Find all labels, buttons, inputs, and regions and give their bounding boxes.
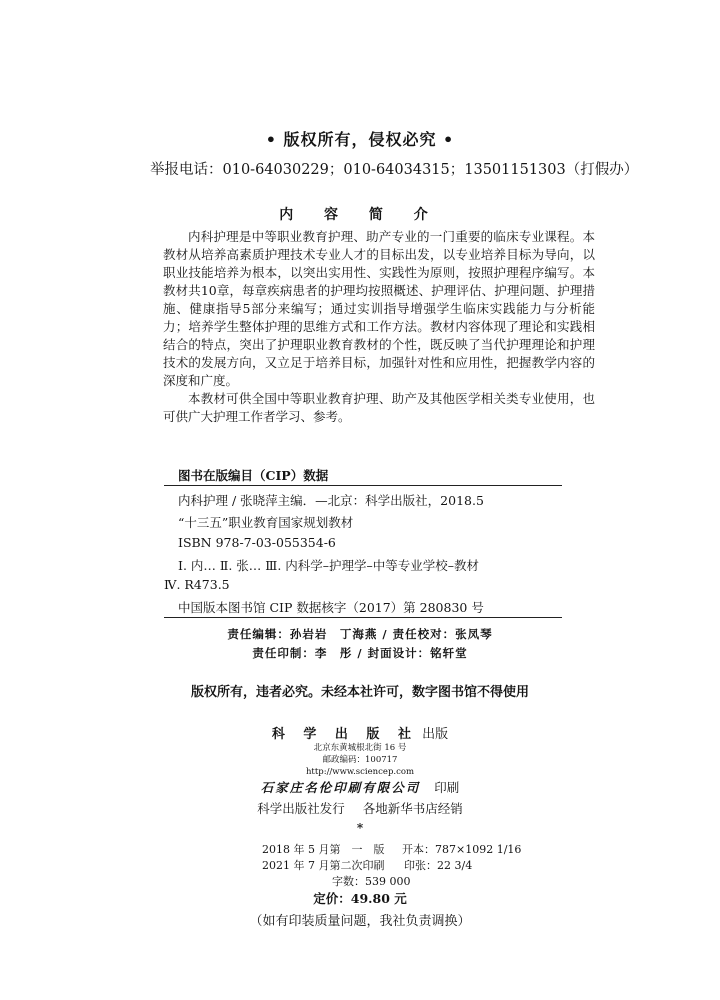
printer-action: 印刷	[434, 780, 460, 795]
issuer: 科学出版社发行	[257, 801, 345, 816]
summary-paragraph-1: 内科护理是中等职业教育护理、助产专业的一门重要的临床专业课程。本教材从培养高素质护理技术专业人才的目标出发，以专业培养目标为导向，以职业技能培养为根本，以突出实用性、实践性为原则，按照护理程序编写。本教材共10章，每章疾病患者的护理均按照概述、护理评估、护理问题、护理措施、健康指导5部分来编写；通过实训指导增强学生临床实践能力与分析能力；培养学生整体护理的思维方式和工作方法。教材内容体现了理论和实践相结合的特点，突出了护理职业教育教材的个性，既反映了当代护理理论和护理技术的发展方向，又立足于培养目标，加强针对性和应用性，把握教学内容的深度和广度。	[163, 229, 595, 388]
publisher-action: 出版	[422, 727, 449, 742]
seller: 各地新华书店经销	[362, 801, 463, 816]
cip-top-rule	[164, 485, 562, 486]
cip-line-isbn: ISBN 978-7-03-055354-6	[178, 535, 336, 550]
publisher-website: http://www.sciencep.com	[305, 767, 415, 777]
editors-line: 责任编辑：孙岩岩 丁海燕 / 责任校对：张凤琴	[227, 627, 493, 641]
separator-star: *	[356, 821, 364, 835]
second-printing: 2021 年 7 月第二次印刷	[262, 859, 385, 872]
first-edition: 2018 年 5 月第 一 版	[262, 843, 385, 856]
printer-name: 石家庄名伦印刷有限公司	[260, 780, 421, 795]
cip-line-series: “十三五”职业教育国家规划教材	[178, 515, 354, 530]
word-count: 字数：539 000	[332, 875, 411, 888]
publisher-name: 科 学 出 版 社	[271, 727, 418, 742]
print-sheets: 印张：22 3/4	[404, 859, 473, 872]
book-format: 开本：787×1092 1/16	[402, 843, 522, 856]
production-line: 责任印制：李 彤 / 封面设计：铭轩堂	[252, 646, 468, 660]
summary-heading: 内 容 简 介	[279, 207, 441, 223]
cip-line-title: 内科护理 / 张晓萍主编．—北京：科学出版社，2018.5	[178, 493, 484, 508]
distribution-line	[0, 799, 720, 817]
rights-notice: 版权所有，违者必究。未经本社许可，数字图书馆不得使用	[190, 685, 529, 700]
summary-paragraph-2: 本教材可供全国中等职业教育护理、助产及其他医学相关类专业使用，也可供广大护理工作者学习、参考。	[163, 391, 595, 424]
price: 定价：49.80 元	[313, 891, 407, 906]
publisher-address: 北京东黄城根北街 16 号	[313, 743, 407, 753]
publisher-postcode: 邮政编码：100717	[322, 755, 398, 765]
cip-line-subjects: Ⅰ. 内… Ⅱ. 张… Ⅲ. 内科学–护理学–中等专业学校–教材	[178, 558, 480, 573]
printer-line	[0, 778, 720, 796]
cip-line-record-number: 中国版本图书馆 CIP 数据核字（2017）第 280830 号	[178, 600, 484, 615]
cip-line-classification: Ⅳ. R473.5	[164, 577, 230, 592]
summary-body	[163, 228, 595, 426]
cip-bottom-rule	[164, 617, 562, 618]
report-phone-line: 举报电话：010-64030229；010-64034315；13501151303（打假办）	[150, 162, 639, 178]
cip-heading: 图书在版编目（CIP）数据	[178, 468, 329, 483]
publisher-line	[0, 723, 720, 742]
copyright-title: • 版权所有，侵权必究 •	[265, 130, 455, 149]
quality-notice: （如有印装质量问题，我社负责调换）	[249, 914, 471, 929]
